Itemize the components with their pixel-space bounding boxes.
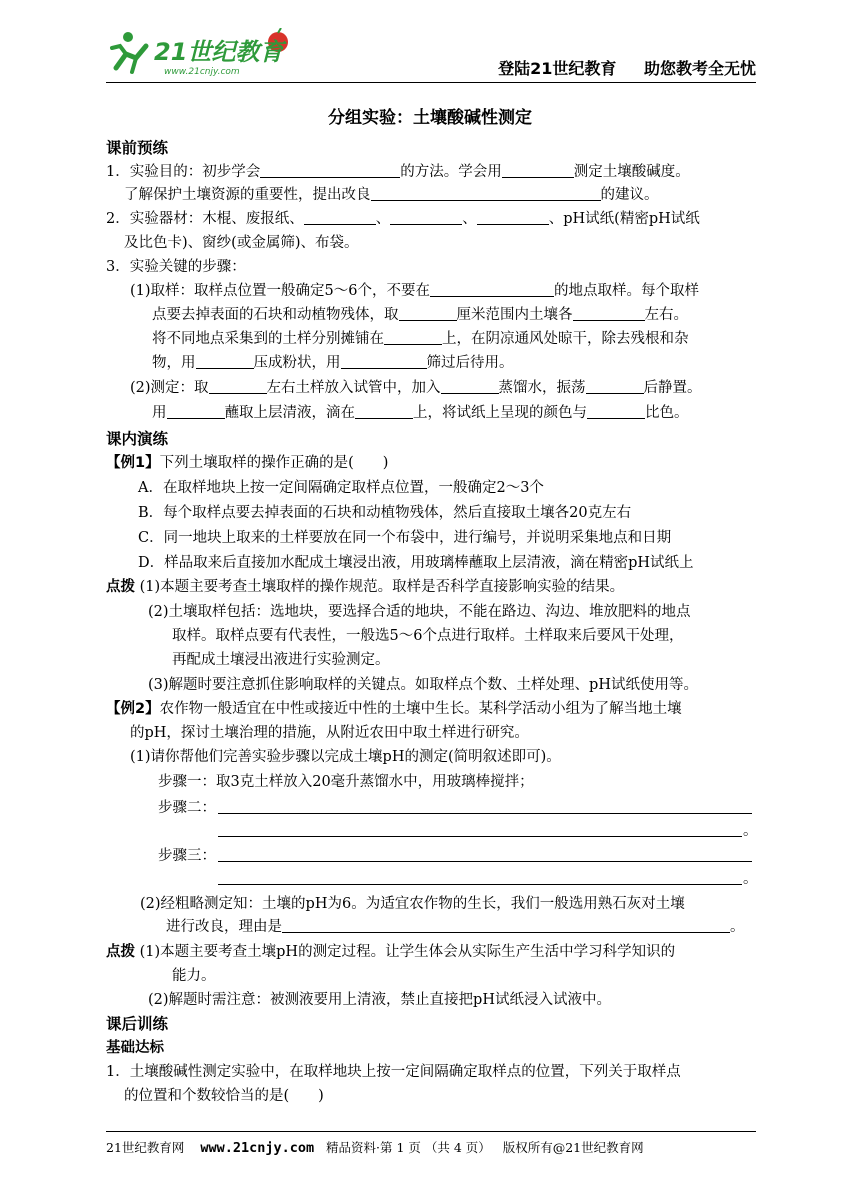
blank[interactable] (209, 378, 267, 394)
ex2-tip-1: 点拨 (1)本题主要考查土壤pH的测定过程。让学生体会从实际生产生活中学习科学知识的 (106, 944, 676, 960)
pre-line-10: (2)测定：取 左右土样放入试管中，加入 蒸馏水，振荡 后静置。 (130, 380, 702, 396)
section-in: 课内演练 (106, 430, 169, 448)
ex2-question-2: 的pH，探讨土壤治理的措施，从附近农田中取土样进行研究。 (130, 725, 529, 741)
ex1-tip-2a: (2)土壤取样包括：选地块，要选择合适的地块，不能在路边、沟边、堆放肥料的地点 (148, 604, 691, 620)
logo-url: www.21cnjy.com (164, 67, 240, 77)
ex1-tip-3: (3)解题时要注意抓住影响取样的关键点。如取样点个数、土样处理、pH试纸使用等。 (148, 677, 698, 693)
section-pre: 课前预练 (106, 139, 169, 157)
post-question-1a: 1．土壤酸碱性测定实验中，在取样地块上按一定间隔确定取样点的位置，下列关于取样点 (106, 1064, 681, 1080)
pre-line-3: 2．实验器材：木棍、废报纸、 、 、 、pH试纸(精密pH试纸 (106, 211, 700, 227)
pre-line-9: 物，用 压成粉状，用 筛过后待用。 (152, 355, 514, 371)
footer-copyright: 版权所有@21世纪教育网 (502, 1140, 644, 1155)
slogan-right: 助您教考全无忧 (643, 59, 756, 78)
blank[interactable] (399, 305, 457, 321)
ex1-option-c: C．同一地块上取来的土样要放在同一个布袋中，进行编号，并说明采集地点和日期 (138, 530, 672, 546)
section-basic: 基础达标 (106, 1040, 164, 1056)
footer-left: 21世纪教育网 (106, 1140, 185, 1155)
period: 。 (743, 871, 758, 887)
blank[interactable] (196, 353, 254, 369)
blank[interactable] (260, 162, 400, 178)
ex1-tip-2b: 取样。取样点要有代表性，一般选5～6个点进行取样。土样取来后要风干处理， (172, 628, 684, 644)
ex2-part-1: (1)请你帮他们完善实验步骤以完成土壤pH的测定(简明叙述即可)。 (130, 749, 561, 765)
blank[interactable] (587, 403, 645, 419)
page-footer (106, 1138, 756, 1156)
blank[interactable] (282, 917, 730, 933)
blank[interactable] (167, 403, 225, 419)
page-header (106, 28, 756, 82)
pre-line-5: 3．实验关键的步骤： (106, 259, 246, 275)
period: 。 (743, 823, 758, 839)
pre-line-1: 1．实验目的：初步学会 的方法。学会用 测定土壤酸碱度。 (106, 164, 690, 180)
ex2-step-2-label: 步骤二： (158, 800, 216, 816)
blank[interactable] (371, 185, 601, 201)
ex1-option-a: A．在取样地块上按一定间隔确定取样点位置，一般确定2～3个 (138, 480, 544, 496)
logo-text: 21世纪教育 (154, 38, 284, 66)
blank[interactable] (586, 378, 644, 394)
ex1-question: 【例1】下列土壤取样的操作正确的是( ) (106, 455, 389, 471)
ex2-part-2a: (2)经粗略测定知：土壤的pH为6。为适宜农作物的生长，我们一般选用熟石灰对土壤 (140, 896, 685, 912)
blank[interactable] (355, 403, 413, 419)
ex1-tip-2c: 再配成土壤浸出液进行实验测定。 (172, 652, 390, 668)
ex1-option-b: B．每个取样点要去掉表面的石块和动植物残体，然后直接取土壤各20克左右 (138, 505, 632, 521)
slogan-left: 登陆21世纪教育 (498, 59, 617, 78)
ex1-option-d: D．样品取来后直接加水配成土壤浸出液，用玻璃棒蘸取上层清液，滴在精密pH试纸上 (138, 555, 694, 571)
section-post: 课后训练 (106, 1015, 169, 1033)
pre-line-2: 了解保护土壤资源的重要性，提出改良 的建议。 (124, 187, 659, 203)
answer-line[interactable] (218, 861, 752, 862)
blank[interactable] (341, 353, 427, 369)
answer-line[interactable] (218, 884, 742, 885)
ex1-tip-1: 点拨 (1)本题主要考查土壤取样的操作规范。取样是否科学直接影响实验的结果。 (106, 579, 625, 595)
blank[interactable] (430, 281, 554, 297)
header-slogan (476, 56, 756, 79)
pre-line-11: 用 蘸取上层清液，滴在 上，将试纸上呈现的颜色与 比色。 (152, 405, 689, 421)
footer-divider (106, 1131, 756, 1132)
blank[interactable] (384, 329, 442, 345)
ex2-tip-2: (2)解题时需注意：被测液要用上清液，禁止直接把pH试纸浸入试液中。 (148, 992, 611, 1008)
blank[interactable] (441, 378, 499, 394)
blank[interactable] (573, 305, 645, 321)
page-title: 分组实验：土壤酸碱性测定 (328, 108, 532, 128)
blank[interactable] (502, 162, 574, 178)
ex2-step-1: 步骤一：取3克土样放入20毫升蒸馏水中，用玻璃棒搅拌； (158, 774, 534, 790)
pre-line-8: 将不同地点采集到的土样分别摊铺在 上，在阴凉通风处晾干，除去残根和杂 (152, 331, 689, 347)
answer-line[interactable] (218, 836, 742, 837)
blank[interactable] (477, 209, 549, 225)
pre-line-4: 及比色卡)、窗纱(或金属筛)、布袋。 (124, 235, 359, 251)
footer-page-info: 精品资料·第 1 页 （共 4 页） (326, 1140, 491, 1155)
ex2-step-3-label: 步骤三： (158, 848, 216, 864)
pre-line-6: (1)取样：取样点位置一般确定5～6个，不要在 的地点取样。每个取样 (130, 283, 699, 299)
post-question-1b: 的位置和个数较恰当的是( ) (124, 1088, 324, 1104)
ex2-part-2b: 进行改良，理由是 。 (166, 919, 745, 935)
ex2-question-1: 【例2】农作物一般适宜在中性或接近中性的土壤中生长。某科学活动小组为了解当地土壤 (106, 701, 682, 717)
answer-line[interactable] (218, 813, 752, 814)
ex2-tip-1b: 能力。 (172, 968, 216, 984)
logo-21cnjy (106, 28, 306, 78)
running-figure-icon (112, 32, 146, 72)
pre-line-7: 点要去掉表面的石块和动植物残体，取 厘米范围内土壤各 左右。 (152, 307, 688, 323)
header-divider (106, 82, 756, 83)
footer-site-link[interactable]: www.21cnjy.com (200, 1140, 315, 1156)
blank[interactable] (304, 209, 376, 225)
blank[interactable] (390, 209, 462, 225)
